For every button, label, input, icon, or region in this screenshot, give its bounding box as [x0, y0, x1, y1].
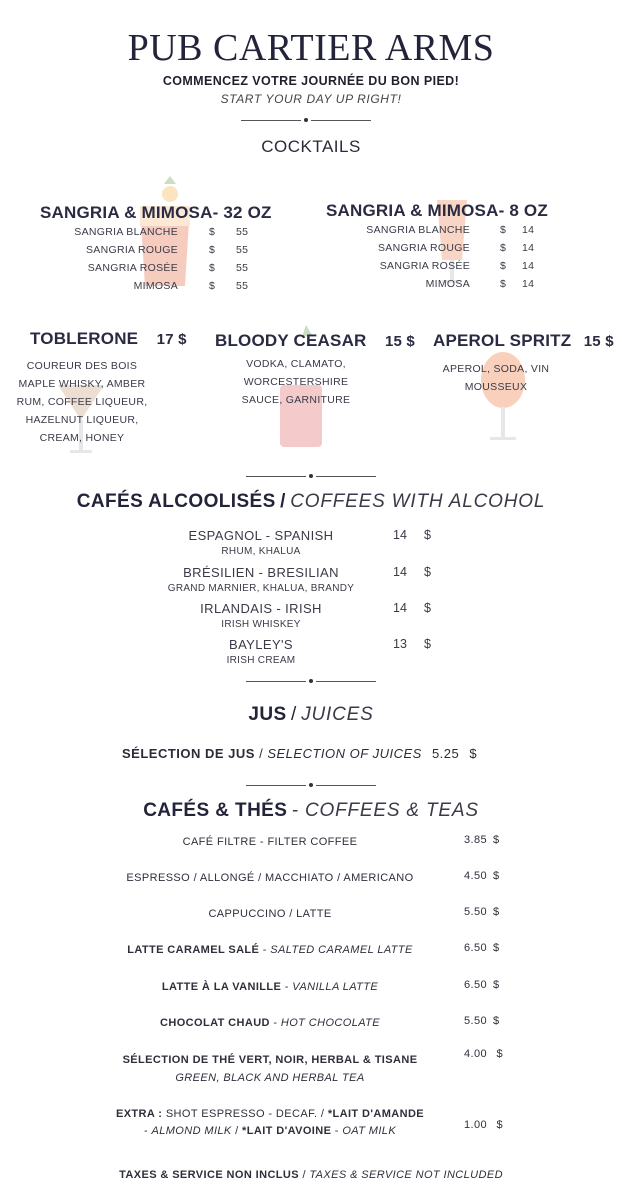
alcohol-coffee-currency: $: [424, 637, 431, 651]
coffees-teas-heading: [0, 800, 622, 822]
sangria-8oz-title: SANGRIA & MIMOSA- 8 OZ: [326, 201, 548, 220]
aperol-spritz-name: APEROL SPRITZ: [433, 331, 572, 350]
price-value: 5.50: [464, 1015, 488, 1027]
item-name-en: SALTED CARAMEL LATTE: [270, 944, 413, 956]
sangria-8oz-item-name: MIMOSA: [425, 278, 470, 290]
item-name-fr: LATTE À LA VANILLE: [161, 981, 282, 993]
sangria-32oz-item-currency: $: [209, 244, 216, 256]
sangria-8oz-item-currency: $: [500, 242, 507, 254]
toblerone-price: 17 $: [156, 331, 187, 348]
item-name-fr: CHOCOLAT CHAUD: [160, 1017, 270, 1029]
tea-name-en: GREEN, BLACK AND HERBAL TEA: [175, 1072, 365, 1084]
alcohol-coffee-name: BRÉSILIEN - BRESILIAN: [183, 565, 339, 580]
coffee-tea-price: [464, 1015, 500, 1027]
item-name-sep: CAPPUCCINO / LATTE: [208, 908, 332, 920]
subtitle-english: START YOUR DAY UP RIGHT!: [220, 92, 402, 106]
desc-line: WORCESTERSHIRE: [243, 376, 349, 388]
extra-text: SHOT ESPRESSO - DECAF. /: [162, 1108, 328, 1120]
toblerone-name: TOBLERONE: [30, 329, 139, 348]
price-currency: $: [493, 906, 500, 918]
item-name-sep: -: [269, 1017, 281, 1029]
price-value: 6.50: [464, 979, 488, 991]
coffee-tea-item: [0, 836, 540, 848]
alcohol-coffee-price: 13: [393, 637, 407, 651]
desc-line: CREAM, HONEY: [39, 432, 125, 444]
aperol-spritz-price: 15 $: [583, 333, 614, 350]
sangria-8oz-item-name: SANGRIA BLANCHE: [366, 224, 470, 236]
sangria-32oz-item-name: MIMOSA: [133, 280, 178, 292]
extra-text: -: [143, 1125, 152, 1137]
price-value: 1.00: [464, 1119, 488, 1131]
juices-heading: [0, 704, 622, 726]
price-currency: $: [493, 942, 500, 954]
section-divider: [246, 677, 376, 687]
coffee-tea-item: [0, 944, 540, 956]
alcohol-coffee-currency: $: [424, 528, 431, 542]
bloody-caesar-name: BLOODY CEASAR: [215, 331, 367, 350]
coffee-tea-price: [464, 979, 500, 991]
coffee-tea-item: [0, 872, 540, 884]
menu-title: PUB CARTIER ARMS: [127, 27, 495, 69]
desc-line: HAZELNUT LIQUEUR,: [25, 414, 139, 426]
sangria-8oz-item-currency: $: [500, 224, 507, 236]
coffee-tea-item: [0, 908, 540, 920]
price-value: 3.85: [464, 834, 488, 846]
extra-price: [464, 1119, 503, 1131]
sangria-8oz-item-price: 14: [522, 224, 535, 236]
heading-separator: /: [291, 704, 297, 725]
item-name-sep: ESPRESSO / ALLONGÉ / MACCHIATO / AMERICANO: [126, 872, 414, 884]
sangria-32oz-item-name: SANGRIA ROUGE: [85, 244, 178, 256]
sangria-32oz-item-price: 55: [236, 280, 249, 292]
price-value: 6.50: [464, 942, 488, 954]
desc-line: APEROL, SODA, VIN: [442, 363, 550, 375]
alcohol-coffee-name: ESPAGNOL - SPANISH: [188, 528, 334, 543]
price-currency: $: [496, 1048, 504, 1060]
aperol-spritz-header: [433, 331, 614, 351]
price-value: 4.00: [464, 1048, 488, 1060]
sangria-8oz-item-name: SANGRIA ROSÉE: [379, 260, 470, 272]
toblerone-header: [30, 329, 187, 349]
coffee-tea-price: [464, 942, 500, 954]
price-currency: $: [496, 1119, 504, 1131]
sangria-32oz-item-price: 55: [236, 262, 249, 274]
heading-fr: JUS: [248, 704, 287, 725]
footer-separator: /: [298, 1169, 310, 1181]
coffee-tea-price: [464, 906, 500, 918]
toblerone-description: [12, 357, 152, 447]
alcohol-coffee-currency: $: [424, 601, 431, 615]
heading-en: COFFEES WITH ALCOHOL: [290, 491, 546, 512]
sangria-32oz-title: SANGRIA & MIMOSA- 32 OZ: [40, 203, 272, 222]
juice-item-separator: /: [259, 746, 264, 761]
sangria-8oz-item-price: 14: [522, 278, 535, 290]
price-currency: $: [493, 979, 500, 991]
item-name-en: VANILLA LATTE: [292, 981, 379, 993]
bloody-caesar-description: [226, 355, 366, 409]
coffee-tea-item: [0, 1017, 540, 1029]
sangria-32oz-item-price: 55: [236, 226, 249, 238]
coffees-alcohol-heading: [0, 491, 622, 513]
item-name-sep: CAFÉ FILTRE - FILTER COFFEE: [182, 836, 358, 848]
cocktails-heading: COCKTAILS: [261, 137, 361, 156]
sangria-32oz-item-name: SANGRIA ROSÉE: [87, 262, 178, 274]
footer-en: TAXES & SERVICE NOT INCLUDED: [309, 1169, 503, 1181]
alcohol-coffee-description: RHUM, KHALUA: [221, 546, 301, 557]
almond-milk-label: *LAIT D'AMANDE: [327, 1108, 425, 1120]
alcohol-coffee-price: 14: [393, 601, 407, 615]
sangria-32oz-item-currency: $: [209, 280, 216, 292]
price-currency: $: [493, 834, 500, 846]
extra-row: [0, 1108, 540, 1137]
sangria-8oz-item-currency: $: [500, 278, 507, 290]
price-currency: $: [493, 1015, 500, 1027]
tea-name: SÉLECTION DE THÉ VERT, NOIR, HERBAL & TISANE: [122, 1054, 418, 1066]
extra-text: -: [331, 1125, 343, 1137]
alcohol-coffee-description: GRAND MARNIER, KHALUA, BRANDY: [167, 583, 355, 594]
sangria-8oz-item-price: 14: [522, 260, 535, 272]
juice-selection-row: [122, 746, 477, 761]
section-divider: [241, 116, 371, 126]
desc-line: RUM, COFFEE LIQUEUR,: [16, 396, 148, 408]
price-value: 5.50: [464, 906, 488, 918]
section-divider: [246, 781, 376, 791]
heading-en: - COFFEES & TEAS: [291, 800, 479, 821]
desc-line: SAUCE, GARNITURE: [241, 394, 351, 406]
desc-line: MOUSSEUX: [464, 381, 528, 393]
coffee-tea-price: [464, 870, 500, 882]
coffee-tea-item: [0, 981, 540, 993]
bloody-caesar-price: 15 $: [384, 333, 415, 350]
footer-fr: TAXES & SERVICE NON INCLUS: [119, 1169, 299, 1181]
tea-price: [464, 1048, 503, 1060]
heading-separator: /: [280, 491, 286, 512]
taxes-footer: [0, 1169, 622, 1181]
sangria-8oz-item-price: 14: [522, 242, 535, 254]
oat-milk-label: *LAIT D'AVOINE: [242, 1125, 332, 1137]
coffee-tea-price: [464, 834, 500, 846]
juice-item-en: SELECTION OF JUICES: [267, 746, 422, 761]
desc-line: COUREUR DES BOIS: [26, 360, 138, 372]
sangria-32oz-item-name: SANGRIA BLANCHE: [74, 226, 178, 238]
tea-selection-row: [0, 1054, 540, 1084]
alcohol-coffee-description: IRISH CREAM: [226, 655, 296, 666]
item-name-fr: LATTE CARAMEL SALÉ: [127, 944, 260, 956]
heading-fr: CAFÉS ALCOOLISÉS: [76, 491, 276, 512]
alcohol-coffee-price: 14: [393, 528, 407, 542]
heading-fr: CAFÉS & THÉS: [143, 800, 288, 821]
item-name-sep: -: [281, 981, 293, 993]
subtitle-french: COMMENCEZ VOTRE JOURNÉE DU BON PIED!: [162, 74, 460, 88]
price-value: 4.50: [464, 870, 488, 882]
juice-price: 5.25: [431, 746, 460, 761]
section-divider: [246, 472, 376, 482]
price-currency: $: [493, 870, 500, 882]
alcohol-coffee-description: IRISH WHISKEY: [221, 619, 301, 630]
extra-label: EXTRA :: [115, 1108, 163, 1120]
oat-milk-en: OAT MILK: [342, 1125, 397, 1137]
alcohol-coffee-currency: $: [424, 565, 431, 579]
bloody-caesar-header: [215, 331, 415, 351]
sangria-32oz-item-currency: $: [209, 226, 216, 238]
sangria-8oz-item-name: SANGRIA ROUGE: [377, 242, 470, 254]
item-name-en: HOT CHOCOLATE: [280, 1017, 380, 1029]
desc-line: MAPLE WHISKY, AMBER: [18, 378, 146, 390]
alcohol-coffee-name: BAYLEY'S: [229, 637, 293, 652]
sangria-8oz-item-currency: $: [500, 260, 507, 272]
juice-currency: $: [469, 746, 478, 761]
alcohol-coffee-price: 14: [393, 565, 407, 579]
sangria-32oz-item-currency: $: [209, 262, 216, 274]
juice-item-fr: SÉLECTION DE JUS: [122, 746, 255, 761]
item-name-sep: -: [259, 944, 271, 956]
desc-line: VODKA, CLAMATO,: [246, 358, 346, 370]
aperol-spritz-description: [426, 360, 566, 396]
sangria-32oz-item-price: 55: [236, 244, 249, 256]
heading-en: JUICES: [301, 704, 374, 725]
almond-milk-en: ALMOND MILK: [151, 1125, 232, 1137]
alcohol-coffee-name: IRLANDAIS - IRISH: [200, 601, 322, 616]
extra-text: /: [231, 1125, 243, 1137]
